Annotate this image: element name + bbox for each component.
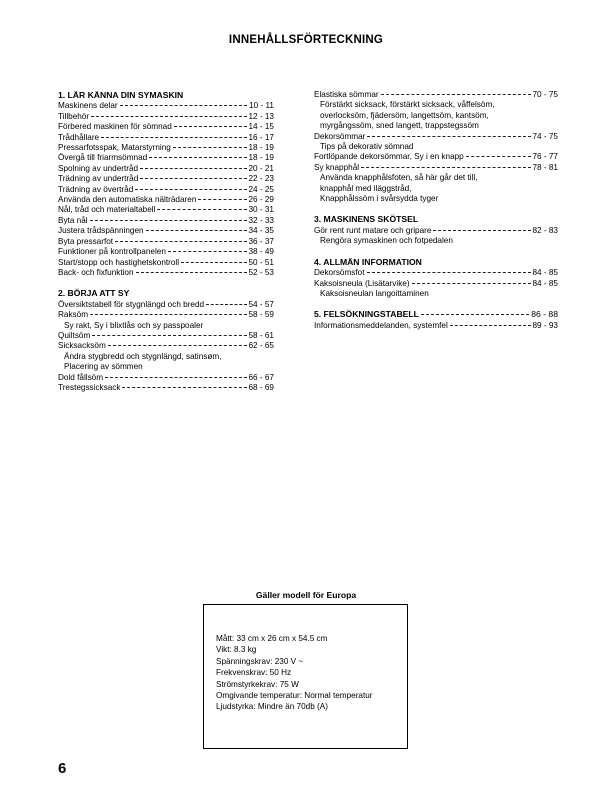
toc-entry: Byta pressarfot 36 - 37 [58,236,274,246]
toc-subentry: Placering av sömmen [64,362,143,372]
toc-entry: Maskinens delar 10 - 11 [58,101,274,111]
toc-subentry: Tips på dekorativ sömnad [320,142,414,152]
section-1-entries [58,101,274,278]
toc-subentry: Ändra stygbredd och stygnlängd, satinsøm, [64,351,222,361]
toc-entry: Trädning av undertråd 22 - 23 [58,174,274,184]
spec-power: Strömstyrkekrav: 75 W [216,679,299,689]
section-heading: 4. ALLMÄN INFORMATION [314,256,422,267]
toc-subentry: myrgångssöm, sned langett, trappstegssöm [320,121,479,131]
toc-entry: Förbered maskinen för sömnad 14 - 15 [58,122,274,132]
spec-dimensions: Mått: 33 cm x 26 cm x 54.5 cm [216,634,328,643]
toc-entry: Trestegssicksack 68 - 69 [58,382,274,392]
section-heading: 2. BÖRJA ATT SY [58,288,130,299]
toc-entry: Quiltsöm 58 - 61 [58,330,274,340]
spec-list [216,633,373,713]
toc-subentry: Använda knapphålsfoten, så här går det till, [320,173,478,183]
spec-box [203,604,408,749]
section-heading: 1. LÄR KÄNNA DIN SYMASKIN [58,90,184,100]
toc-entry: Spolning av undertråd 20 - 21 [58,163,274,173]
page-number: 6 [58,760,67,777]
toc-entry: Fortlöpande dekorsömmar, Sy i en knapp 76 - 77 [314,152,558,162]
toc-entry: Informationsmeddelanden, systemfel 89 - 93 [314,320,558,330]
toc-entry: Back- och fixfunktion 52 - 53 [58,267,274,277]
toc-entry: Gör rent runt matare och gripare 82 - 83 [314,225,558,235]
toc-subentry: Knapphålssöm i svårsydda tyger [320,194,439,204]
toc-entry: Pressarfotsspak, Matarstyrning 18 - 19 [58,143,274,153]
toc-entry: Använda den automatiska nälträdaren 26 - 29 [58,195,274,205]
toc-subentry: Kaksoisneulan langoittaminen [320,288,429,298]
toc-entry: Trådhållare 16 - 17 [58,132,274,142]
toc-entry: Start/stopp och hastighetskontroll 50 - 51 [58,257,274,267]
toc-entry: Nål, tråd och materialtabell 30 - 31 [58,205,274,215]
spec-voltage: Spänningskrav: 230 V ~ [216,656,304,666]
toc-entry: Trädning av övertråd 24 - 25 [58,184,274,194]
toc-right-column [314,90,558,331]
europe-model-title: Gäller modell för Europa [255,590,357,600]
toc-entry: Dekorsömmar 74 - 75 [314,131,558,141]
toc-entry: Raksöm 58 - 59 [58,310,274,320]
section-heading: 5. FELSÖKNINGSTABELL 86 - 88 [314,309,558,320]
toc-subentry: Sy rakt, Sy i blixtlås och sy passpoaler [64,320,204,330]
spec-temperature: Omgivande temperatur: Normal temperatur [216,691,373,701]
toc-entry: Justera trådspänningen 34 - 35 [58,226,274,236]
toc-entry: Övergå till friarmsömnad 18 - 19 [58,153,274,163]
toc-entry: Dekorsömsfot 84 - 85 [314,268,558,278]
toc-entry: Dold fållsöm 66 - 67 [58,372,274,382]
section-heading: 3. MASKINENS SKÖTSEL [314,214,419,225]
page-title: INNEHÅLLSFÖRTECKNING [228,34,384,46]
toc-entry: Tillbehör 12 - 13 [58,111,274,121]
toc-entry: Byta nål 32 - 33 [58,215,274,225]
toc-left-column [58,90,274,393]
toc-entry: Elastiska sömmar 70 - 75 [314,90,558,99]
toc-subentry: knapphål med iläggstråd, [320,183,412,193]
spec-weight: Vikt: 8.3 kg [216,645,257,655]
toc-entry: Sicksacksöm 62 - 65 [58,341,274,351]
spec-frequency: Frekvenskrav: 50 Hz [216,668,292,678]
toc-entry: Sy knapphål 78 - 81 [314,162,558,172]
toc-entry: Funktioner på kontrollpanelen 38 - 49 [58,247,274,257]
toc-entry: Kaksoisneula (Lisätarvike) 84 - 85 [314,278,558,288]
toc-subentry: overlocksöm, fjädersöm, langettsöm, kantsöm, [320,110,489,120]
toc-entry: Översiktstabell för stygnlängd och bredd 54 - 57 [58,299,274,309]
spec-noise: Ljudstyrka: Mindre än 70db (A) [216,702,328,712]
toc-subentry: Förstärkt sicksack, förstärkt sicksack, våffelsöm, [320,100,495,110]
toc-subentry: Rengöra symaskinen och fotpedalen [320,236,453,246]
